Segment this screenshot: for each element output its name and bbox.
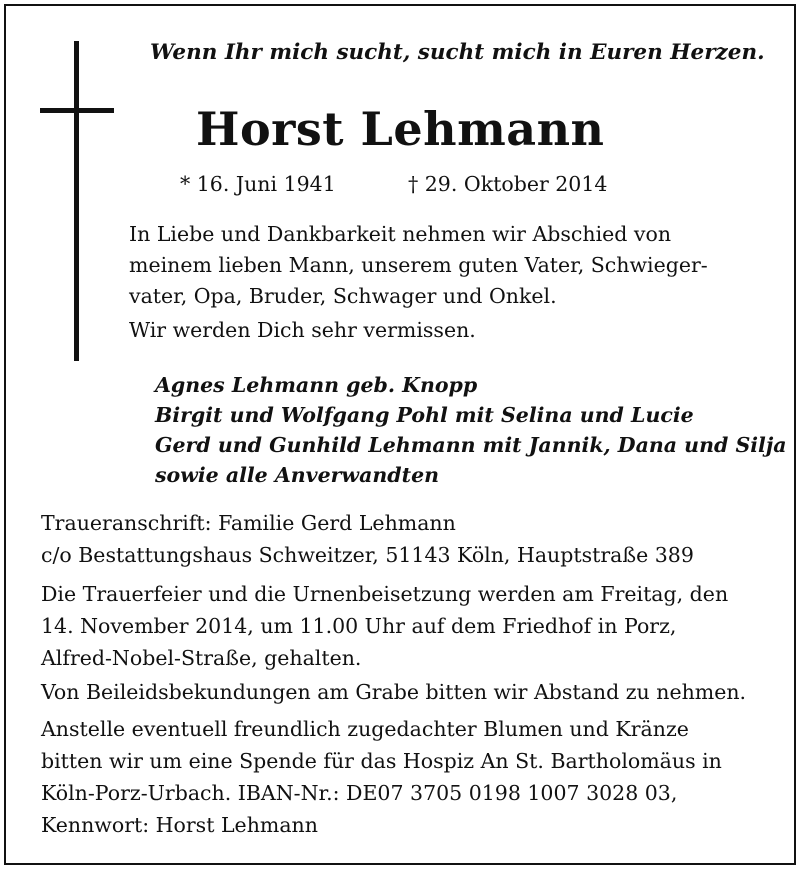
- ceremony-details: [41, 578, 728, 674]
- miss-line: Wir werden Dich sehr vermissen.: [129, 318, 476, 342]
- mourner-entry: Gerd und Gunhild Lehmann mit Jannik, Dana und Silja: [155, 433, 787, 457]
- address-line: Traueranschrift: Familie Gerd Lehmann: [41, 511, 456, 535]
- donation-line: Köln-Porz-Urbach. IBAN-Nr.: DE07 3705 0198 1007 3028 03,: [41, 781, 678, 805]
- donation-line: bitten wir um eine Spende für das Hospiz An St. Bartholomäus in: [41, 749, 722, 773]
- mourner-entry: Agnes Lehmann geb. Knopp: [155, 373, 478, 397]
- farewell-text: [129, 219, 708, 312]
- farewell-line: In Liebe und Dankbarkeit nehmen wir Abschied von: [129, 222, 672, 246]
- farewell-line: vater, Opa, Bruder, Schwager und Onkel.: [129, 284, 557, 308]
- condolence-line: Von Beileidsbekundungen am Grabe bitten wir Abstand zu nehmen.: [41, 680, 747, 704]
- donation-line: Kennwort: Horst Lehmann: [41, 813, 318, 837]
- death-date: † 29. Oktober 2014: [408, 172, 608, 196]
- cross-horizontal-beam: [40, 108, 114, 113]
- ceremony-line: Die Trauerfeier und die Urnenbeisetzung werden am Freitag, den: [41, 582, 729, 606]
- mourners-list: [155, 370, 787, 490]
- donation-line: Anstelle eventuell freundlich zugedachter Blumen und Kränze: [41, 717, 689, 741]
- mourner-entry: sowie alle Anverwandten: [155, 463, 440, 487]
- motto: Wenn Ihr mich sucht, sucht mich in Euren Herzen.: [150, 40, 765, 65]
- donation-request: [41, 713, 722, 841]
- farewell-line: meinem lieben Mann, unserem guten Vater, Schwieger-: [129, 253, 708, 277]
- mourning-address: [41, 507, 694, 571]
- condolence-note: [41, 676, 746, 708]
- address-line: c/o Bestattungshaus Schweitzer, 51143 Köln, Hauptstraße 389: [41, 543, 694, 567]
- ceremony-line: 14. November 2014, um 11.00 Uhr auf dem Friedhof in Porz,: [41, 614, 677, 638]
- mourner-entry: Birgit und Wolfgang Pohl mit Selina und Lucie: [155, 403, 694, 427]
- deceased-name: Horst Lehmann: [196, 102, 605, 156]
- ceremony-line: Alfred-Nobel-Straße, gehalten.: [41, 646, 362, 670]
- cross-vertical-beam: [74, 41, 79, 361]
- birth-date: * 16. Juni 1941: [180, 172, 336, 196]
